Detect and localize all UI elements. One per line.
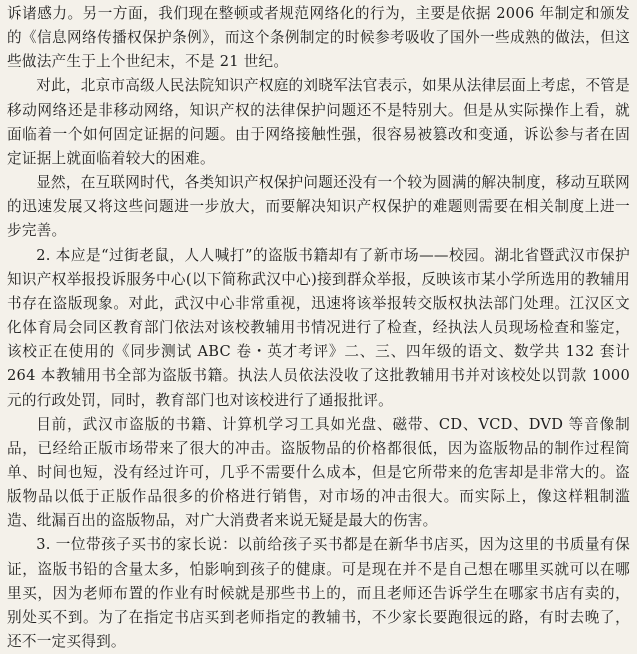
paragraph-item-3-parent: 3. 一位带孩子买书的家长说：以前给孩子买书都是在新华书店买，因为这里的书质量有保证，盗版书铅的含量太多，怕影响到孩子的健康。可是现在并不是自己想在哪里买就可以在哪里买，因为老师布置的作业有时候就是那些书上的，而且老师还告诉学生在哪家书店有卖的，别处买不到。为了在指定书店买到老师指定的教辅书，不少家长要跑很远的路，有时去晚了，还不一定买得到。 [7,536,630,651]
paragraph-market-impact: 目前，武汉市盗版的书籍、计算机学习工具如光盘、磁带、CD、VCD、DVD 等音像制品，已经给正版市场带来了很大的冲击。盗版物品的价格都很低，因为盗版物品的制作过程简单、时间也短，没有经过许可，几乎不需要什么成本，但是它所带来的危害却是非常大的。盗版物品以低于正版作品很多的价格进行销售，对市场的冲击很大。而实际上，像这样粗制滥造、纰漏百出的盗版物品，对广大消费者来说无疑是最大的伤害。 [7,415,630,530]
paragraph-item-2-piracy-campus: 2. 本应是“过街老鼠，人人喊打”的盗版书籍却有了新市场——校园。湖北省暨武汉市保护知识产权举报投诉服务中心(以下简称武汉中心)接到群众举报，反映该市某小学所选用的教辅用书存在盗版现象。对此，武汉中心非常重视，迅速将该举报转交版权执法部门处理。江汉区文化体育局会同区教育部门依法对该校教辅用书情况进行了检查，经执法人员现场检查和鉴定，该校正在使用的《同步测试 ABC 卷・英才考评》二、三、四年级的语文、数学共 132 套计 264 本教辅用书全部为盗版书籍。执法人员依法没收了这批教辅用书并对该校处以罚款 1000 元的行政处罚，同时，教育部门也对该校进行了通报批评。 [7,246,630,409]
paragraph-judge-opinion: 对此，北京市高级人民法院知识产权庭的刘晓军法官表示，如果从法律层面上考虑，不管是移动网络还是非移动网络，知识产权的法律保护问题还不是特别大。但是从实际操作上看，就面临着一个如何固定证据的问题。由于网络接触性强，很容易被篡改和变通，诉讼参与者在固定证据上就面临着较大的困难。 [7,77,630,167]
paragraph-conclusion: 显然，在互联网时代，各类知识产权保护问题还没有一个较为圆满的解决制度，移动互联网的迅速发展又将这些问题进一步放大，而要解决知识产权保护的难题则需要在相关制度上进一步完善。 [7,174,630,240]
paragraph-intro-continuation: 诉诸感力。另一方面，我们现在整顿或者规范网络化的行为，主要是依据 2006 年制定和颁发的《信息网络传播权保护条例》，而这个条例制定的时候参考吸收了国外一些成熟的做法，但这些做法产生于上个世纪末，不是 21 世纪。 [7,5,630,71]
